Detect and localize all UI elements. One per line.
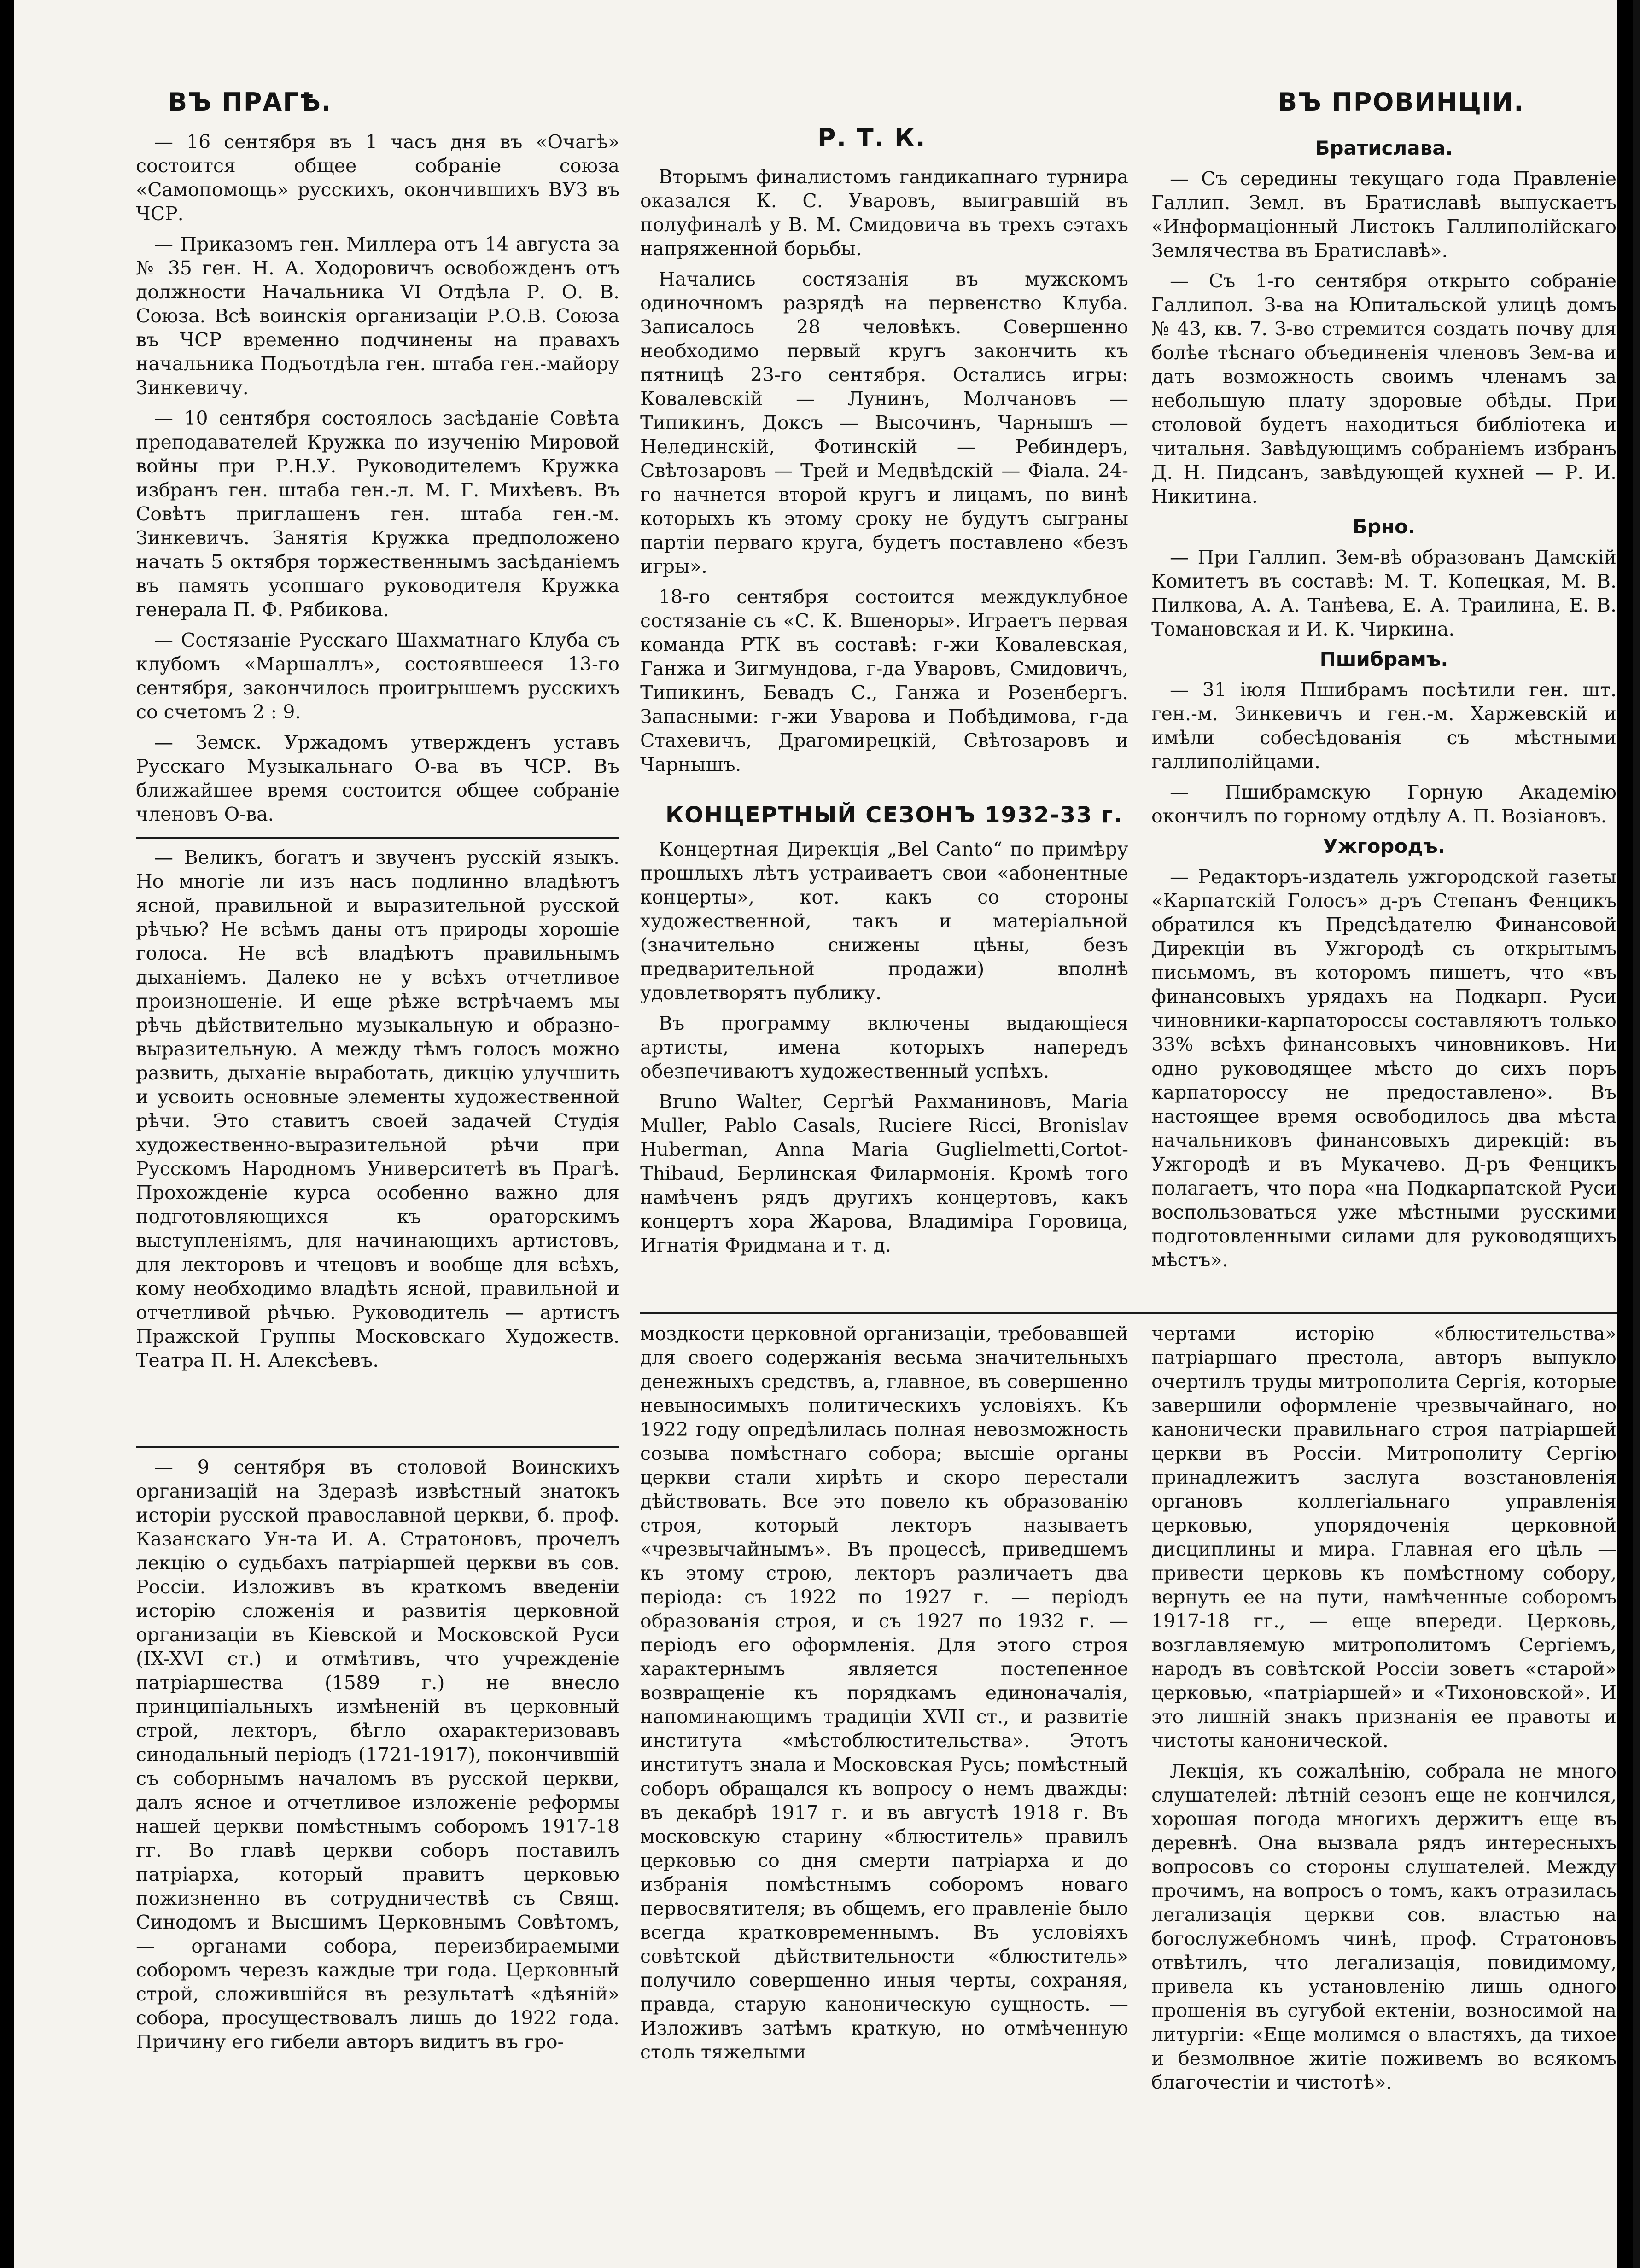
praga-paragraph-2: — Приказомъ ген. Миллера отъ 14 августа за № 35 ген. Н. А. Ходоровичъ освобожденъ отъ должности Начальника VI Отдѣла Р. О. В. Союза. Всѣ воинскія организаціи Р.О.В. Союза въ ЧСР временно подчинены на правахъ начальника Подъотдѣла ген. штаба ген.-майору Зинкевичу. xyxy=(136,233,619,399)
scan-edge xyxy=(1633,0,1640,2268)
concert-paragraph-3: Bruno Walter, Сергѣй Рахманиновъ, Maria Muller, Pablo Casals, Ruciere Ricci, Bronislav Huberman, Anna Maria Guglielmetti,Cortot-Thibaud, Берлинская Филармонія. Кромѣ того намѣченъ рядъ другихъ концертовъ, какъ концертъ хора Жарова, Владиміра Горовица, Игнатія Фридмана и т. д. xyxy=(640,1090,1128,1256)
provincii-paragraph-2: — Съ 1-го сентября открыто собраніе Галлипол. З-ва на Юпитальской улицѣ домъ № 43, кв. 7. З-во стремится создать почву для болѣе тѣснаго объединенія членовъ Зем-ва и дать возможность своимъ членамъ за небольшую плату здоровые обѣды. При столовой будетъ находиться библіотека и читальня. Завѣдующимъ собраніемъ избранъ Д. Н. Пидсанъ, завѣдующей кухней — Р. И. Никитина. xyxy=(1151,270,1617,507)
lecture-paragraph-1: — 9 сентября въ столовой Воинскихъ организацій на Здеразѣ извѣстный знатокъ исторіи русской православной церкви, б. проф. Казанскаго Ун-та И. А. Стратоновъ, прочелъ лекцію о судьбахъ патріаршей церкви въ сов. Россіи. Изложивъ въ краткомъ введеніи исторію сложенія и развитія церковной организаціи въ Кіевской и Московской Руси (IX-XVI ст.) и отмѣтивъ, что учрежденіе патріаршества (1589 г.) не внесло принципіальныхъ измѣненій въ церковный строй, лекторъ, бѣгло охарактеризовавъ синодальный періодъ (1721-1917), покончившій съ соборнымъ началомъ въ русской церкви, далъ ясное и отчетливое изложеніе реформы нашей церкви помѣстнымъ соборомъ 1917-18 гг. Во главѣ церкви соборъ поставилъ патріарха, который правитъ церковью пожизненно въ сотрудничествѣ съ Свящ. Синодомъ и Высшимъ Церковнымъ Совѣтомъ, — органами собора, переизбираемыми соборомъ черезъ каждые три года. Церковный строй, сложившійся въ результатѣ «дѣяній» собора, просуществовалъ лишь до 1922 года. Причину его гибели авторъ видитъ въ гро- xyxy=(136,1456,619,2053)
provincii-paragraph-6: — Редакторъ-издатель ужгородской газеты «Карпатскій Голосъ» д-ръ Степанъ Фенцикъ обратился къ Предсѣдателю Финансовой Дирекціи въ Ужгородѣ съ открытымъ письмомъ, въ которомъ пишетъ, что «въ финансовыхъ урядахъ на Подкарп. Руси чиновники-карпатороссы составляютъ только 33% всѣхъ финансовыхъ чиновниковъ. Ни одно руководящее мѣсто до сихъ поръ карпатороссу не предоставлено». Въ настоящее время освободилось два мѣста начальниковъ финансовыхъ дирекцій: въ Ужгородѣ и въ Мукачево. Д-ръ Фенцикъ полагаетъ, что пора «на Подкарпатской Руси воспользоваться уже мѣстными русскими подготовленными силами для руководящихъ мѣстъ». xyxy=(1151,866,1617,1271)
subheading-uzhgorod: Ужгородъ. xyxy=(1323,835,1445,857)
rtk-paragraph-2: Начались состязанія въ мужскомъ одиночномъ разрядѣ на первенство Клуба. Записалось 28 человѣкъ. Совершенно необходимо первый кругъ закончить къ пятницѣ 23-го сентября. Остались игры: Ковалевскій — Лунинъ, Молчановъ — Типикинъ, Доксъ — Высочинъ, Чарнышъ — Нелединскій, Фотинскій — Ребиндеръ, Свѣтозаровъ — Трей и Медвѣдскій — Фіала. 24-го начнется второй кругъ и лицамъ, по винѣ которыхъ къ этому сроку не будутъ сыграны партіи перваго круга, будетъ поставлено «безъ игры». xyxy=(640,268,1128,577)
column-lecture-3 xyxy=(1151,1322,1617,2094)
provincii-paragraph-1: — Съ середины текущаго года Правленіе Галлип. Земл. въ Братиславѣ выпускаетъ «Информаціонный Листокъ Галлиполійскаго Землячества въ Братиславѣ». xyxy=(1151,168,1617,262)
lecture-paragraph-2: моздкости церковной организаціи, требовавшей для своего содержанія весьма значительныхъ денежныхъ средствъ, а, главное, въ совершенно невыносимыхъ политическихъ условіяхъ. Къ 1922 году опредѣлилась полная невозможность созыва помѣстнаго собора; высшіе органы церкви стали хирѣть и скоро перестали дѣйствовать. Все это повело къ образованію строя, который лекторъ называетъ «чрезвычайнымъ». Въ процессѣ, приведшемъ къ этому строю, лекторъ различаетъ два періода: съ 1922 по 1927 г. — періодъ образованія строя, и съ 1927 по 1932 г. — періодъ его оформленія. Для этого строя характернымъ является постепенное возвращеніе къ порядкамъ единоначалія, напоминающимъ традиціи XVII ст., и развитіе института «мѣстоблюстительства». Этотъ институтъ знала и Московская Русь; помѣстный соборъ обращался къ вопросу о немъ дважды: въ декабрѣ 1917 г. и въ августѣ 1918 г. Въ московскую старину «блюститель» правилъ церковью со дня смерти патріарха и до избранія помѣстнымъ соборомъ новаго первосвятителя; въ общемъ, его правленіе было всегда кратковременнымъ. Въ условіяхъ совѣтской дѣйствительности «блюститель» получило совершенно иныя черты, сохраняя, правда, старую каноническую сущность. — Изложивъ затѣмъ краткую, но отмѣченную столь тяжелыми xyxy=(640,1323,1128,2063)
header-v-prage: ВЪ ПРАГѢ. xyxy=(168,87,332,117)
column-praga xyxy=(136,130,619,826)
praga-paragraph-6: — Великъ, богатъ и звученъ русскій языкъ. Но многіе ли изъ насъ подлинно владѣютъ ясной, правильной и выразительной русской рѣчью? Не всѣмъ даны отъ природы хорошіе голоса. Не всѣ владѣютъ правильнымъ дыханіемъ. Далеко не у всѣхъ отчетливое произношеніе. И еще рѣже встрѣчаемъ мы рѣчь дѣйствительно музыкальную и образно-выразительную. А между тѣмъ голосъ можно развить, дыханіе выработать, дикцію улучшить и усвоить основные элементы художественной рѣчи. Это ставитъ своей задачей Студія художественно-выразительной рѣчи при Русскомъ Народномъ Университетѣ въ Прагѣ. Прохожденіе курса особенно важно для подготовляющихся къ ораторскимъ выступленіямъ, для начинающихъ артистовъ, для лекторовъ и чтецовъ и вообще для всѣхъ, кому необходимо владѣть ясной, правильной и отчетливой рѣчью. Руководитель — артистъ Пражской Группы Московскаго Художеств. Театра П. Н. Алексѣевъ. xyxy=(136,846,619,1371)
column-provincii xyxy=(1151,136,1617,1272)
provincii-paragraph-4: — 31 іюля Пшибрамъ посѣтили ген. шт. ген.-м. Зинкевичъ и ген.-м. Харжевскій и имѣли собесѣдованія съ мѣстными галлиполійцами. xyxy=(1151,679,1617,773)
header-v-provincii: ВЪ ПРОВИНЦІИ. xyxy=(1278,87,1524,117)
column-concert xyxy=(640,837,1128,1257)
concert-paragraph-1: Концертная Дирекція „Bel Canto“ по примѣру прошлыхъ лѣтъ устраиваетъ свои «абонентные концерты», кот. какъ со стороны художественной, такъ и матеріальной (значительно снижены цѣны, безъ предварительной продажи) вполнѣ удовлетворятъ публику. xyxy=(640,838,1128,1004)
lecture-paragraph-3: чертами исторію «блюстительства» патріаршаго престола, авторъ выпукло очертилъ труды митрополита Сергія, которые завершили оформленіе чрезвычайнаго, но канонически правильнаго строя патріаршей церкви въ Россіи. Митрополиту Сергію принадлежитъ заслуга возстановленія органовъ коллегіальнаго управленія церковью, упорядоченія церковной дисциплины и мира. Главная его цѣль — привести церковь къ помѣстному собору, вернуть ее на пути, намѣченные соборомъ 1917-18 гг., — еще впереди. Церковь, возглавляемую митрополитомъ Сергіемъ, народъ въ совѣтской Россіи зоветъ «старой» церковью, «патріаршей» и «Тихоновской». И это лишній знакъ признанія ее правоты и чистоты канонической. xyxy=(1151,1323,1617,1752)
subheading-pshibram: Пшибрамъ. xyxy=(1319,648,1448,670)
horizontal-divider-lecture xyxy=(640,1312,1617,1314)
lecture-paragraph-4: Лекція, къ сожалѣнію, собрала не много слушателей: лѣтній сезонъ еще не кончился, хорошая погода многихъ держитъ еще въ деревнѣ. Она вызвала рядъ интересныхъ вопросовъ со стороны слушателей. Между прочимъ, на вопросъ о томъ, какъ отразилась легализація церкви сов. властью на богослужебномъ чинѣ, проф. Стратоновъ отвѣтилъ, что легализація, повидимому, привела къ установленію лишь одного прошенія въ сугубой ектеніи, возносимой на литургіи: «Еще молимся о властяхъ, да тихое и безмолвное житіе поживемъ во всякомъ благочестіи и чистотѣ». xyxy=(1151,1760,1617,2093)
subheading-bratislava: Братиславa. xyxy=(1315,137,1453,159)
rtk-paragraph-1: Вторымъ финалистомъ гандикапнаго турнира оказался К. С. Уваровъ, выигравшій въ полуфиналѣ у В. М. Смидовича въ трехъ сэтахъ напряженной борьбы. xyxy=(640,166,1128,260)
paper-sheet xyxy=(14,0,1617,2268)
column-praga-studio xyxy=(136,845,619,1372)
provincii-paragraph-3: — При Галлип. Зем-вѣ образованъ Дамскій Комитетъ въ составѣ: М. Т. Копецкая, М. В. Пилкова, А. А. Танѣева, Е. А. Траилина, Е. В. Томановская и И. К. Чиркина. xyxy=(1151,546,1617,640)
horizontal-divider-praga-bottom xyxy=(136,1446,619,1448)
concert-paragraph-2: Въ программу включены выдающіеся артисты, имена которыхъ напередъ обезпечиваютъ художественный успѣхъ. xyxy=(640,1012,1128,1082)
column-divider-praga xyxy=(136,837,619,839)
provincii-paragraph-5: — Пшибрамскую Горную Академію окончилъ по горному отдѣлу А. П. Возіановъ. xyxy=(1151,781,1617,827)
column-lecture-1 xyxy=(136,1455,619,2054)
subheading-brno: Брно. xyxy=(1353,515,1415,538)
header-concert-season: КОНЦЕРТНЫЙ СЕЗОНЪ 1932-33 г. xyxy=(665,802,1123,828)
praga-paragraph-3: — 10 сентября состоялось засѣданіе Совѣта преподавателей Кружка по изученію Мировой войны при Р.Н.У. Руководителемъ Кружка избранъ ген. штаба ген.-л. М. Г. Михѣевъ. Въ Совѣтъ приглашенъ ген. штаба ген.-м. Зинкевичъ. Занятія Кружка предположено начать 5 октября торжественнымъ засѣданіемъ въ память усопшаго руководителя Кружка генерала П. Ф. Рябикова. xyxy=(136,407,619,621)
praga-paragraph-1: — 16 сентября въ 1 часъ дня въ «Очагѣ» состоится общее собраніе союза «Самопомощь» русскихъ, окончившихъ ВУЗ въ ЧСР. xyxy=(136,131,619,225)
praga-paragraph-4: — Состязаніе Русскаго Шахматнаго Клуба съ клубомъ «Маршаллъ», состоявшееся 13-го сентября, закончилось проигрышемъ русскихъ со счетомъ 2 : 9. xyxy=(136,629,619,723)
praga-paragraph-5: — Земск. Уржадомъ утвержденъ уставъ Русскаго Музыкальнаго О-ва въ ЧСР. Въ ближайшее время состоится общее собраніе членовъ О-ва. xyxy=(136,731,619,825)
column-lecture-2 xyxy=(640,1322,1128,2064)
rtk-paragraph-3: 18-го сентября состоится междуклубное состязаніе съ «С. К. Вшеноры». Играетъ первая команда РТК въ составѣ: г-жи Ковалевская, Ганжа и Зигмундова, г-да Уваровъ, Смидовичъ, Типикинъ, Бевадъ С., Ганжа и Розенбергъ. Запасными: г-жи Уварова и Побѣдимова, г-да Стахевичъ, Драгомирецкій, Свѣтозаровъ и Чарнышъ. xyxy=(640,586,1128,775)
column-rtk xyxy=(640,165,1128,776)
header-rtk: Р. Т. К. xyxy=(817,123,926,152)
